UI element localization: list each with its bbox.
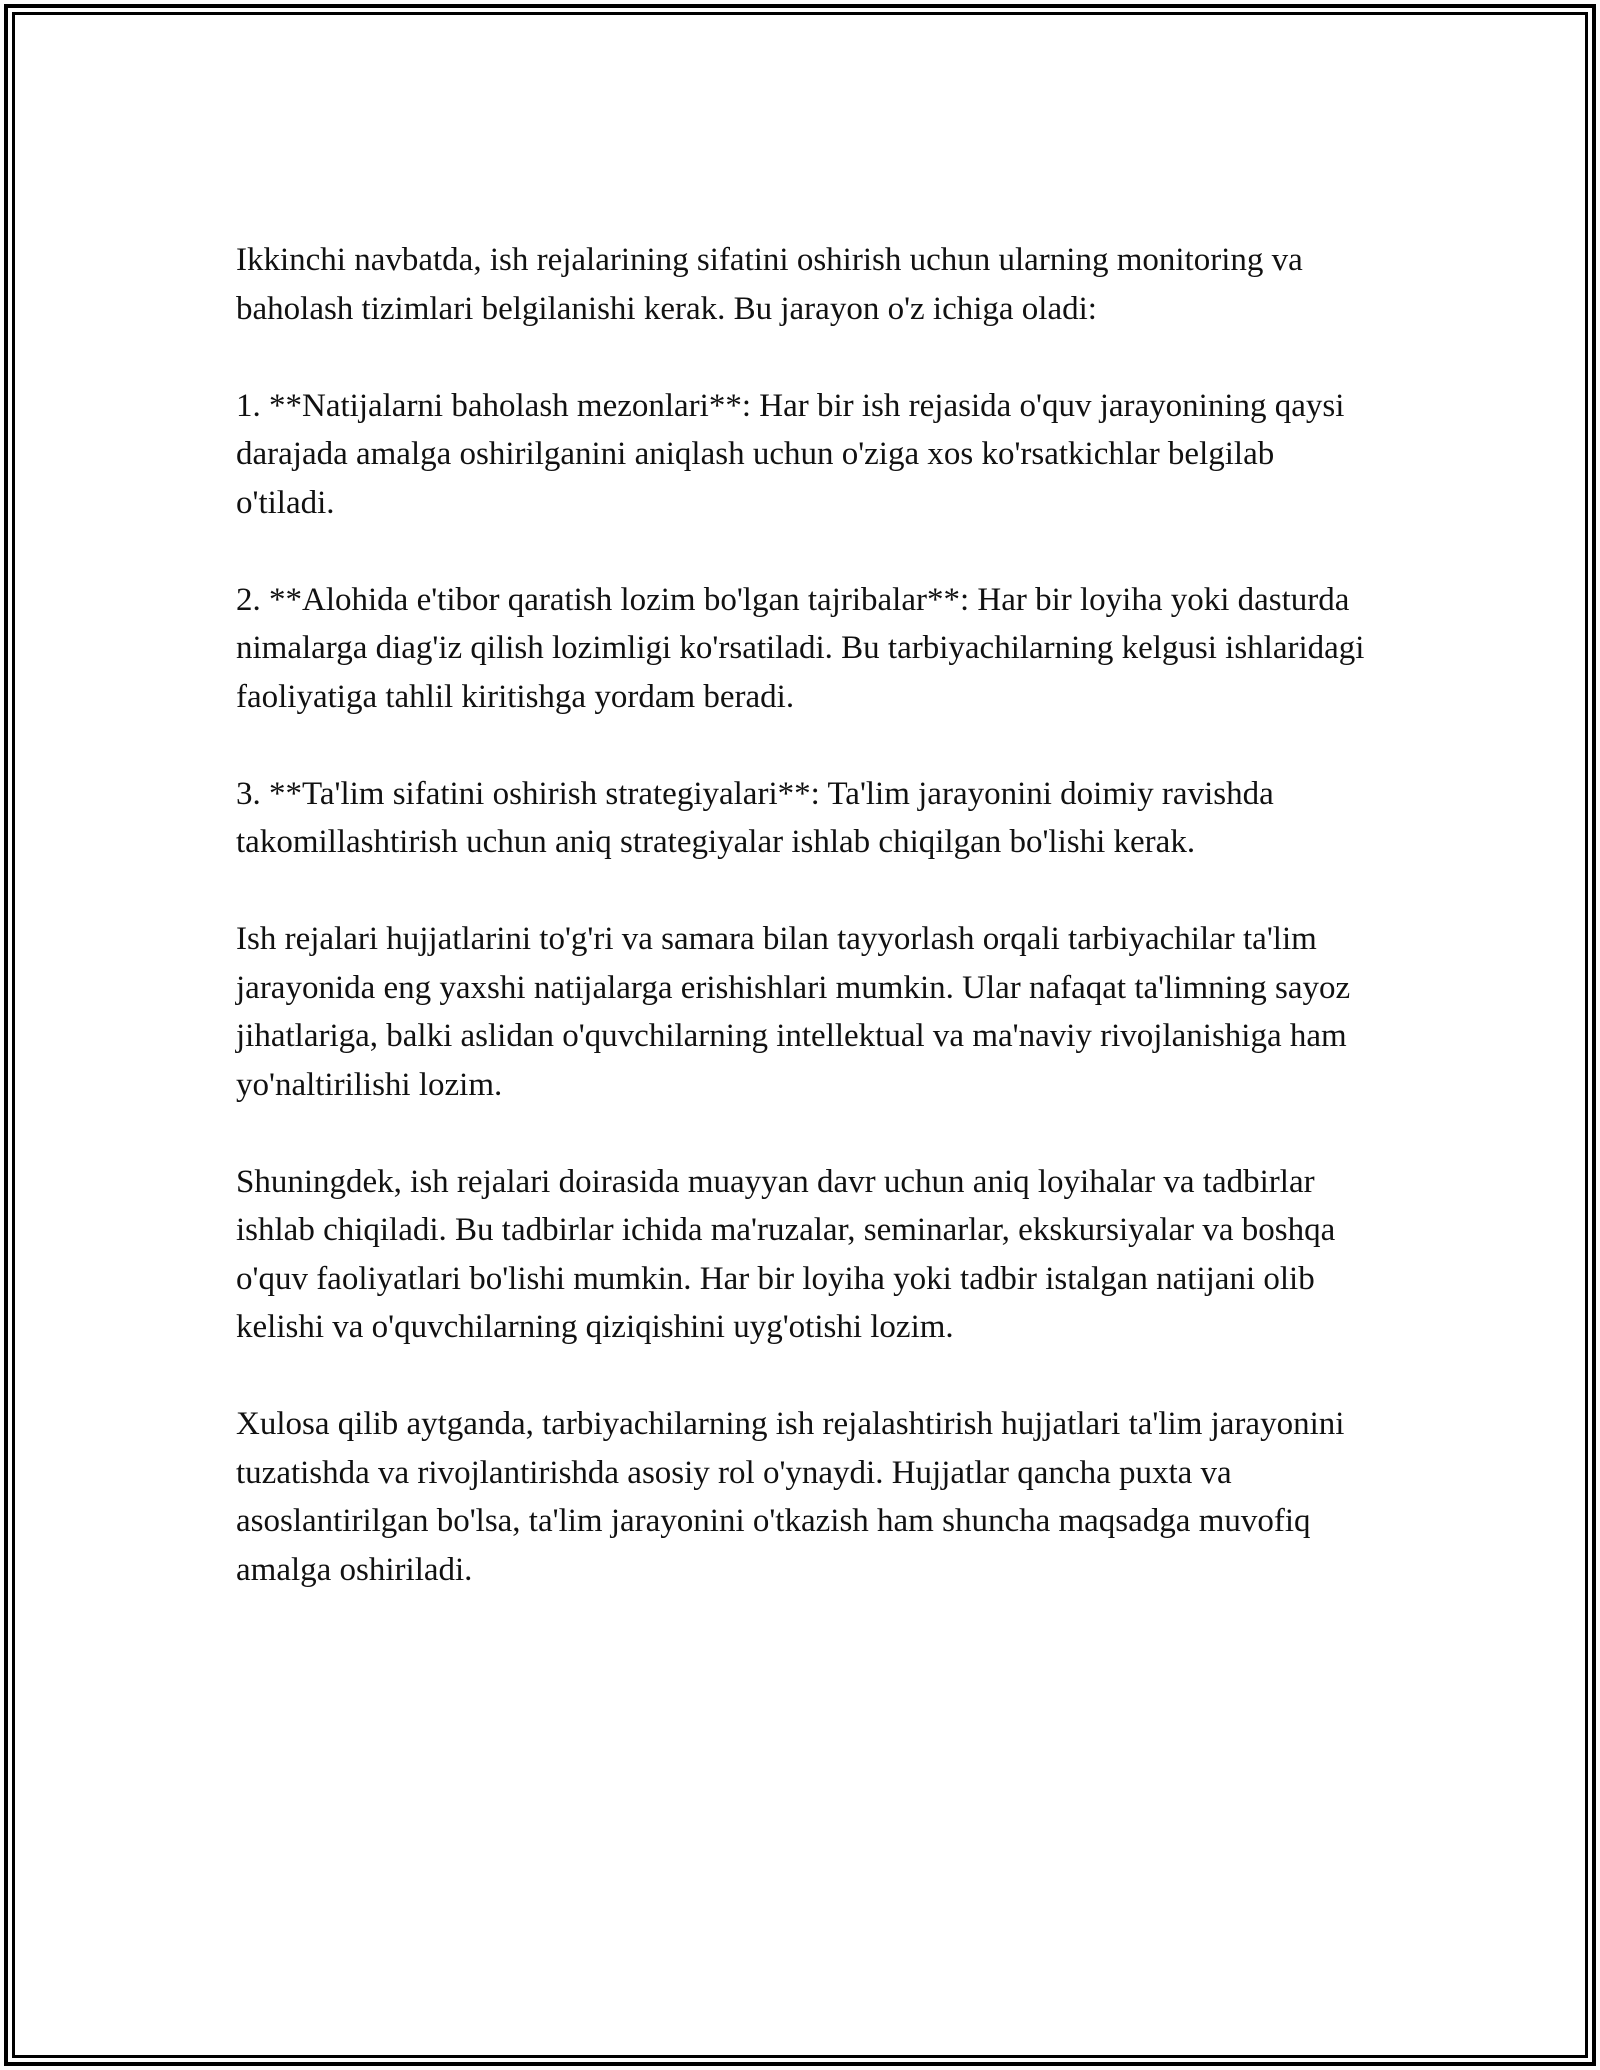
paragraph-item-2: 2. **Alohida e'tibor qaratish lozim bo'lgan tajribalar**: Har bir loyiha yoki dasturda nimalarga diag'iz qilish lozimligi ko'rsatiladi. Bu tarbiyachilarning kelgusi ishlaridagi faoliyatiga tahlil kiritishga yordam beradi. xyxy=(236,581,1365,715)
paragraph-conclusion: Xulosa qilib aytganda, tarbiyachilarning ish rejalashtirish hujjatlari ta'lim jarayonini tuzatishda va rivojlantirishda asosiy rol o'ynaydi. Hujjatlar qancha puxta va asoslantirilgan bo'lsa, ta'lim jarayonini o'tkazish ham shuncha maqsadga muvofiq amalga oshiriladi. xyxy=(236,1406,1345,1588)
paragraph-projects: Shuningdek, ish rejalari doirasida muayyan davr uchun aniq loyihalar va tadbirlar ishlab chiqiladi. Bu tadbirlar ichida ma'ruzalar, seminarlar, ekskursiyalar va boshqa o'quv faoliyatlari bo'lishi mumkin. Har bir loyiha yoki tadbir istalgan natijani olib kelishi va o'quvchilarning qiziqishini uyg'otishi lozim. xyxy=(236,1163,1336,1345)
paragraph-intro: Ikkinchi navbatda, ish rejalarining sifatini oshirish uchun ularning monitoring va baholash tizimlari belgilanishi kerak. Bu jarayon o'z ichiga oladi: xyxy=(236,242,1303,327)
paragraph-item-1: 1. **Natijalarni baholash mezonlari**: Har bir ish rejasida o'quv jarayonining qaysi darajada amalga oshirilganini aniqlash uchun o'ziga xos ko'rsatkichlar belgilab o'tiladi. xyxy=(236,387,1345,521)
document-body xyxy=(236,236,1376,1594)
paragraph-item-3: 3. **Ta'lim sifatini oshirish strategiyalari**: Ta'lim jarayonini doimiy ravishda takomillashtirish uchun aniq strategiyalar ishlab chiqilgan bo'lishi kerak. xyxy=(236,775,1274,860)
paragraph-results: Ish rejalari hujjatlarini to'g'ri va samara bilan tayyorlash orqali tarbiyachilar ta'lim jarayonida eng yaxshi natijalarga erishishlari mumkin. Ular nafaqat ta'limning sayoz jihatlariga, balki aslidan o'quvchilarning intellektual va ma'naviy rivojlanishiga ham yo'naltirilishi lozim. xyxy=(236,921,1351,1103)
